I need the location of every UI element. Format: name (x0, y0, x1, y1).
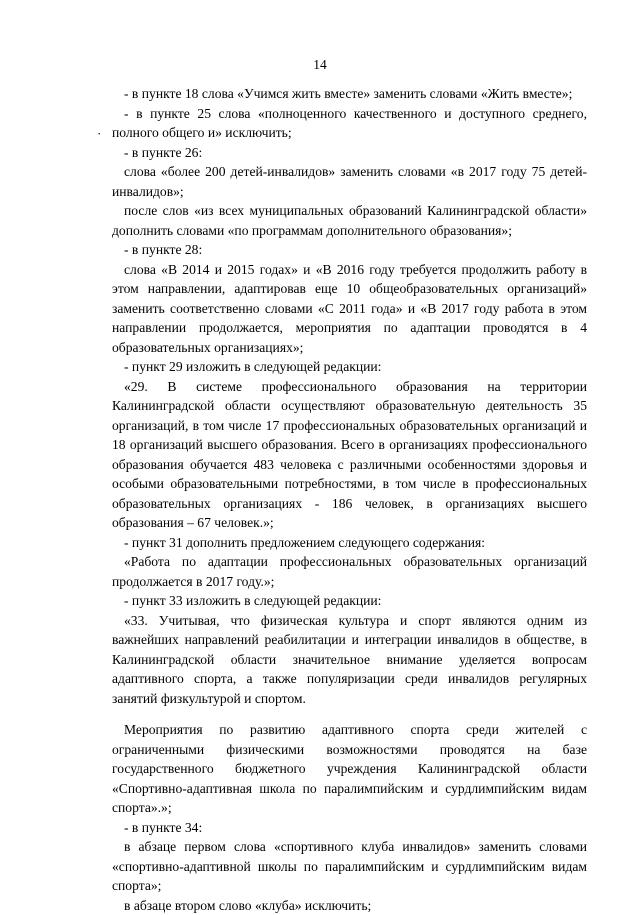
paragraph: «Работа по адаптации профессиональных образовательных организаций продолжается в 2017 году.»; (112, 552, 587, 591)
paragraph: - в пункте 25 слова «полноценного качественного и доступного среднего, полного общего и» исключить; (112, 104, 587, 143)
paragraph: в абзаце втором слово «клуба» исключить; (112, 896, 587, 915)
paragraph: - в пункте 18 слова «Учимся жить вместе» заменить словами «Жить вместе»; (112, 84, 587, 104)
margin-mark: · (97, 126, 101, 142)
paragraph: слова «более 200 детей-инвалидов» заменить словами «в 2017 году 75 детей-инвалидов»; (112, 162, 587, 201)
paragraph: - пункт 33 изложить в следующей редакции: (112, 591, 587, 611)
document-body (112, 84, 587, 915)
paragraph: - пункт 29 изложить в следующей редакции: (112, 357, 587, 377)
paragraph: «33. Учитывая, что физическая культура и спорт являются одним из важнейших направлений реабилитации и интеграции инвалидов в обществе, в Калининградской области значительное внимание уделяется вопросам адаптивного спорта, а также популяризации среди инвалидов регулярных занятий физкультурой и спортом. (112, 611, 587, 709)
page-number: 14 (0, 57, 640, 73)
paragraph: - в пункте 28: (112, 240, 587, 260)
paragraph: слова «В 2014 и 2015 годах» и «В 2016 году требуется продолжить работу в этом направлении, адаптировав еще 10 общеобразовательных организаций» заменить соответственно словами «С 2011 года» и «В 2017 году работа в этом направлении продолжается, мероприятия по адаптации проводятся в 4 образовательных организациях»; (112, 260, 587, 358)
paragraph: - в пункте 34: (112, 818, 587, 838)
paragraph: - пункт 31 дополнить предложением следующего содержания: (112, 533, 587, 553)
paragraph: Мероприятия по развитию адаптивного спорта среди жителей с ограниченными физическими возможностями проводятся на базе государственного бюджетного учреждения Калининградской области «Спортивно-адаптивная школа по паралимпийским и сурдлимпийским видам спорта».»; (112, 720, 587, 818)
paragraph: после слов «из всех муниципальных образований Калининградской области» дополнить словами «по программам дополнительного образования»; (112, 201, 587, 240)
paragraph: в абзаце первом слова «спортивного клуба инвалидов» заменить словами «спортивно-адаптивной школы по паралимпийским и сурдлимпийским видам спорта»; (112, 837, 587, 896)
paragraph: - в пункте 26: (112, 143, 587, 163)
paragraph: «29. В системе профессионального образования на территории Калининградской области осуществляют образовательную деятельность 35 организаций, в том числе 17 профессиональных образовательных организаций и 18 организаций высшего образования. Всего в организациях профессионального образования обучается 483 человека с различными особенностями здоровья и особыми образовательными потребностями, в том числе в профессиональных образовательных организациях - 186 человек, в организациях высшего образования – 67 человек.»; (112, 377, 587, 533)
